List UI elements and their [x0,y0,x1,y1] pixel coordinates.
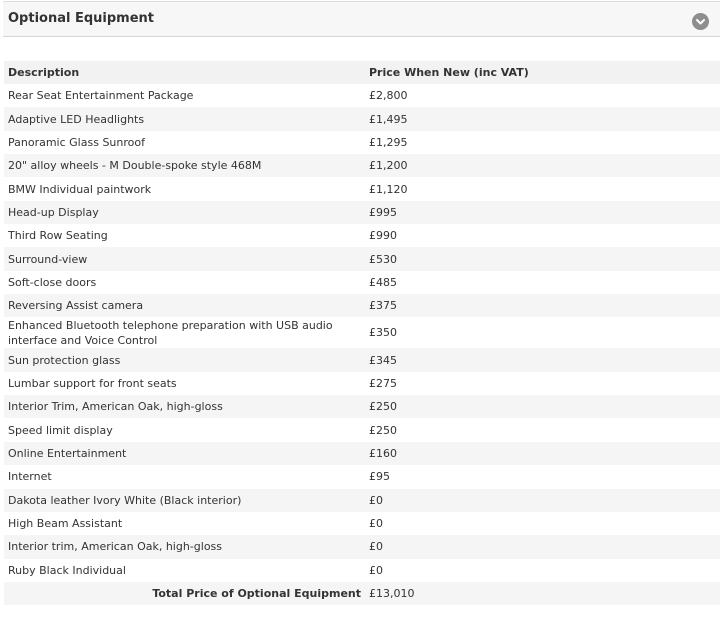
row-description: Speed limit display [8,423,113,437]
row-description: Soft-close doors [8,275,97,289]
table-row [4,418,720,441]
row-description: Sun protection glass [4,348,365,371]
row-description: Adaptive LED Headlights [4,107,365,130]
row-price: £1,200 [365,154,720,177]
row-description: Rear Seat Entertainment Package [8,89,194,103]
row-price: £990 [369,229,397,243]
price-column-header: Price When New (inc VAT) [365,61,720,84]
row-price: £1,495 [365,107,720,130]
row-price: £375 [365,294,720,317]
row-description: Third Row Seating [8,229,108,243]
row-description: Ruby Black Individual [8,563,126,577]
optional-equipment-table-wrapper [4,61,720,605]
table-row [4,559,720,582]
table-row [4,535,720,558]
table-row [4,348,720,371]
table-row [4,107,720,130]
row-description: Interior Trim, American Oak, high-gloss [4,395,365,418]
row-description: High Beam Assistant [8,517,123,531]
optional-equipment-panel-header[interactable] [3,1,720,37]
row-price: £250 [369,423,397,437]
row-price: £345 [365,348,720,371]
row-price: £0 [365,535,720,558]
table-row [4,224,720,247]
table-row [4,154,720,177]
table-row [4,442,720,465]
row-price: £530 [365,247,720,270]
row-price: £485 [369,275,397,289]
row-description: BMW Individual paintwork [8,182,152,196]
table-row [4,395,720,418]
row-price: £350 [369,326,397,340]
row-price: £2,800 [369,89,408,103]
total-row [4,582,720,605]
table-row [4,271,720,294]
table-row [4,84,720,107]
row-price: £0 [369,563,383,577]
table-row [4,317,720,348]
row-price: £1,295 [369,135,408,149]
table-row [4,131,720,154]
description-column-header: Description [4,61,365,84]
row-price: £275 [369,376,397,390]
row-description: Surround-view [4,247,365,270]
row-description: Reversing Assist camera [4,294,365,317]
chevron-down-icon[interactable] [692,13,709,30]
table-row [4,247,720,270]
table-row [4,372,720,395]
row-description: Internet [8,470,52,484]
total-label: Total Price of Optional Equipment [4,582,365,605]
panel-title: Optional Equipment [8,11,155,26]
optional-equipment-table [4,61,720,605]
row-description: Panoramic Glass Sunroof [8,135,145,149]
row-price: £250 [365,395,720,418]
row-description: Dakota leather Ivory White (Black interior) [4,489,365,512]
row-price: £0 [369,517,383,531]
row-description: Lumbar support for front seats [8,376,177,390]
table-row [4,489,720,512]
row-price: £995 [365,201,720,224]
table-row [4,294,720,317]
table-row [4,177,720,200]
row-price: £95 [369,470,390,484]
table-row [4,465,720,488]
table-row [4,201,720,224]
row-description: 20" alloy wheels - M Double-spoke style 468M [4,154,365,177]
row-price: £1,120 [369,182,408,196]
row-description: Enhanced Bluetooth telephone preparation with USB audio interface and Voice Control [8,318,333,347]
row-description: Interior trim, American Oak, high-gloss [4,535,365,558]
row-description: Online Entertainment [4,442,365,465]
table-header-row [4,61,720,84]
total-price: £13,010 [365,582,720,605]
row-price: £0 [365,489,720,512]
row-description: Head-up Display [4,201,365,224]
table-row [4,512,720,535]
row-price: £160 [365,442,720,465]
